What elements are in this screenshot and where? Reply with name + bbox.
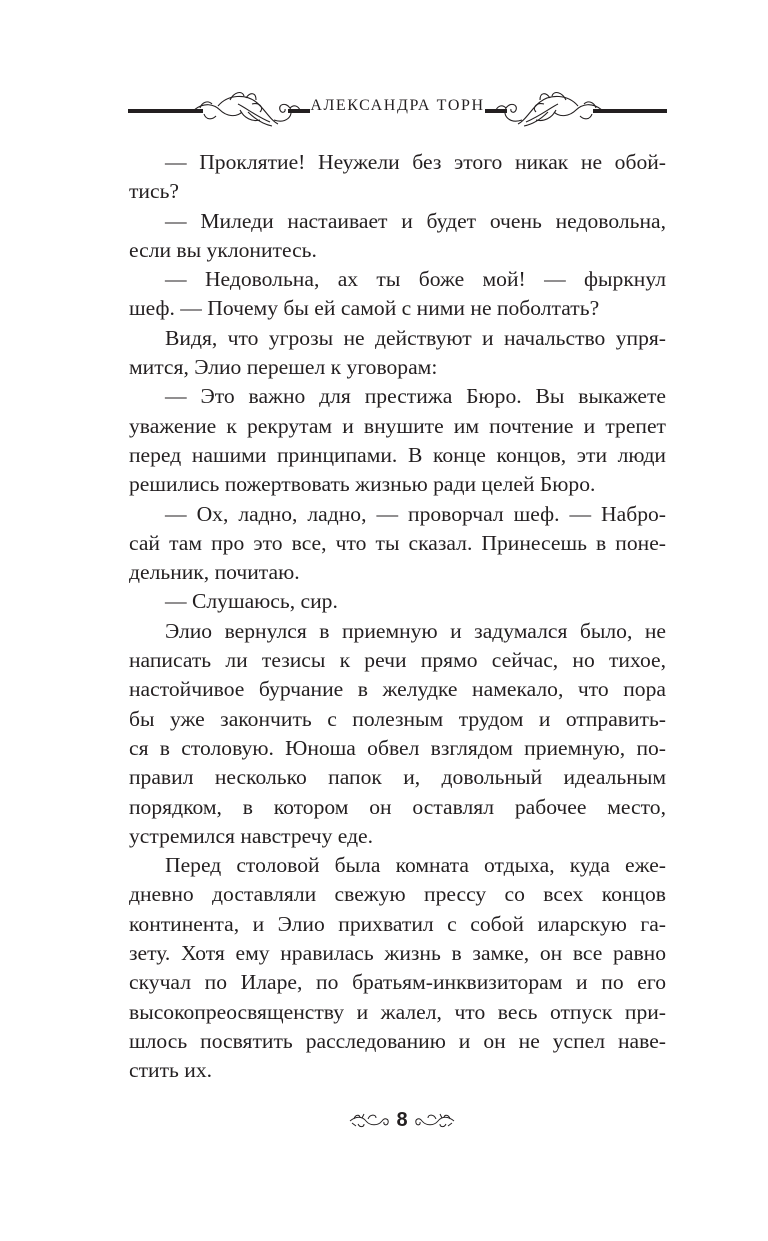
text-line: мится, Элио перешел к уговорам:	[129, 355, 438, 380]
rule-mid-left	[288, 109, 310, 113]
text-line: решились пожертвовать жизнью ради целей Бюро.	[129, 472, 596, 497]
text-line: скучал по Иларе, по братьям-инквизиторам и по его	[129, 970, 666, 995]
text-line: — Недовольна, ах ты боже мой! — фыркнул	[165, 267, 666, 292]
rule-right	[593, 109, 667, 113]
text-line: дневно доставляли свежую прессу со всех концов	[129, 882, 666, 907]
text-line: — Ох, ладно, ладно, — проворчал шеф. — Набро-	[165, 501, 666, 526]
text-line: сай там про это все, что ты сказал. Принесешь в поне-	[129, 530, 666, 555]
page-number: 8	[396, 1109, 408, 1131]
text-line: устремился навстречу еде.	[129, 823, 374, 848]
text-line: правил несколько папок и, довольный идеальным	[129, 765, 666, 790]
acanthus-ornament-icon	[190, 90, 302, 130]
scroll-ornament-icon	[348, 1112, 390, 1130]
text-line: написать ли тезисы к речи прямо сейчас, но тихое,	[129, 648, 666, 673]
text-line: тись?	[129, 179, 180, 204]
running-head-author: АЛЕКСАНДРА ТОРН	[310, 97, 485, 114]
text-line: шлось посвятить расследованию и он не успел наве-	[129, 1028, 666, 1053]
text-line: дельник, почитаю.	[129, 560, 300, 585]
text-line: порядком, в котором он оставлял рабочее место,	[129, 794, 666, 819]
text-line: ся в столовую. Юноша обвел взглядом приемную, по-	[129, 735, 666, 760]
scroll-ornament-icon	[414, 1112, 456, 1130]
text-line: если вы уклонитесь.	[129, 237, 317, 262]
text-line: — Это важно для престижа Бюро. Вы выкажете	[165, 384, 666, 409]
acanthus-ornament-icon	[494, 90, 606, 130]
text-line: Элио вернулся в приемную и задумался было, не	[165, 618, 666, 643]
text-line: стить их.	[129, 1058, 213, 1083]
text-line: шеф. — Почему бы ей самой с ними не поболтать?	[129, 296, 600, 321]
text-line: настойчивое бурчание в желудке намекало, что пора	[129, 677, 666, 702]
text-line: зету. Хотя ему нравилась жизнь в замке, он все равно	[129, 941, 666, 966]
text-line: высокопреосвященству и жалел, что весь отпуск при-	[129, 999, 666, 1024]
text-line: перед нашими принципами. В конце концов, эти люди	[129, 442, 666, 467]
text-line: — Проклятие! Неужели без этого никак не обой-	[165, 150, 666, 174]
folio	[348, 1106, 458, 1136]
text-line: уважение к рекрутам и внушите им почтение и трепет	[129, 413, 666, 438]
body-text	[129, 148, 666, 1086]
running-head	[128, 88, 667, 132]
text-line: — Миледи настаивает и будет очень недовольна,	[165, 208, 666, 233]
text-line: бы уже закончить с полезным трудом и отправить-	[129, 706, 666, 731]
text-line: Перед столовой была комната отдыха, куда еже-	[165, 853, 666, 878]
text-line: — Слушаюсь, сир.	[165, 589, 338, 614]
text-line: Видя, что угрозы не действуют и начальство упря-	[165, 325, 666, 350]
text-line: континента, и Элио прихватил с собой иларскую га-	[129, 911, 666, 936]
